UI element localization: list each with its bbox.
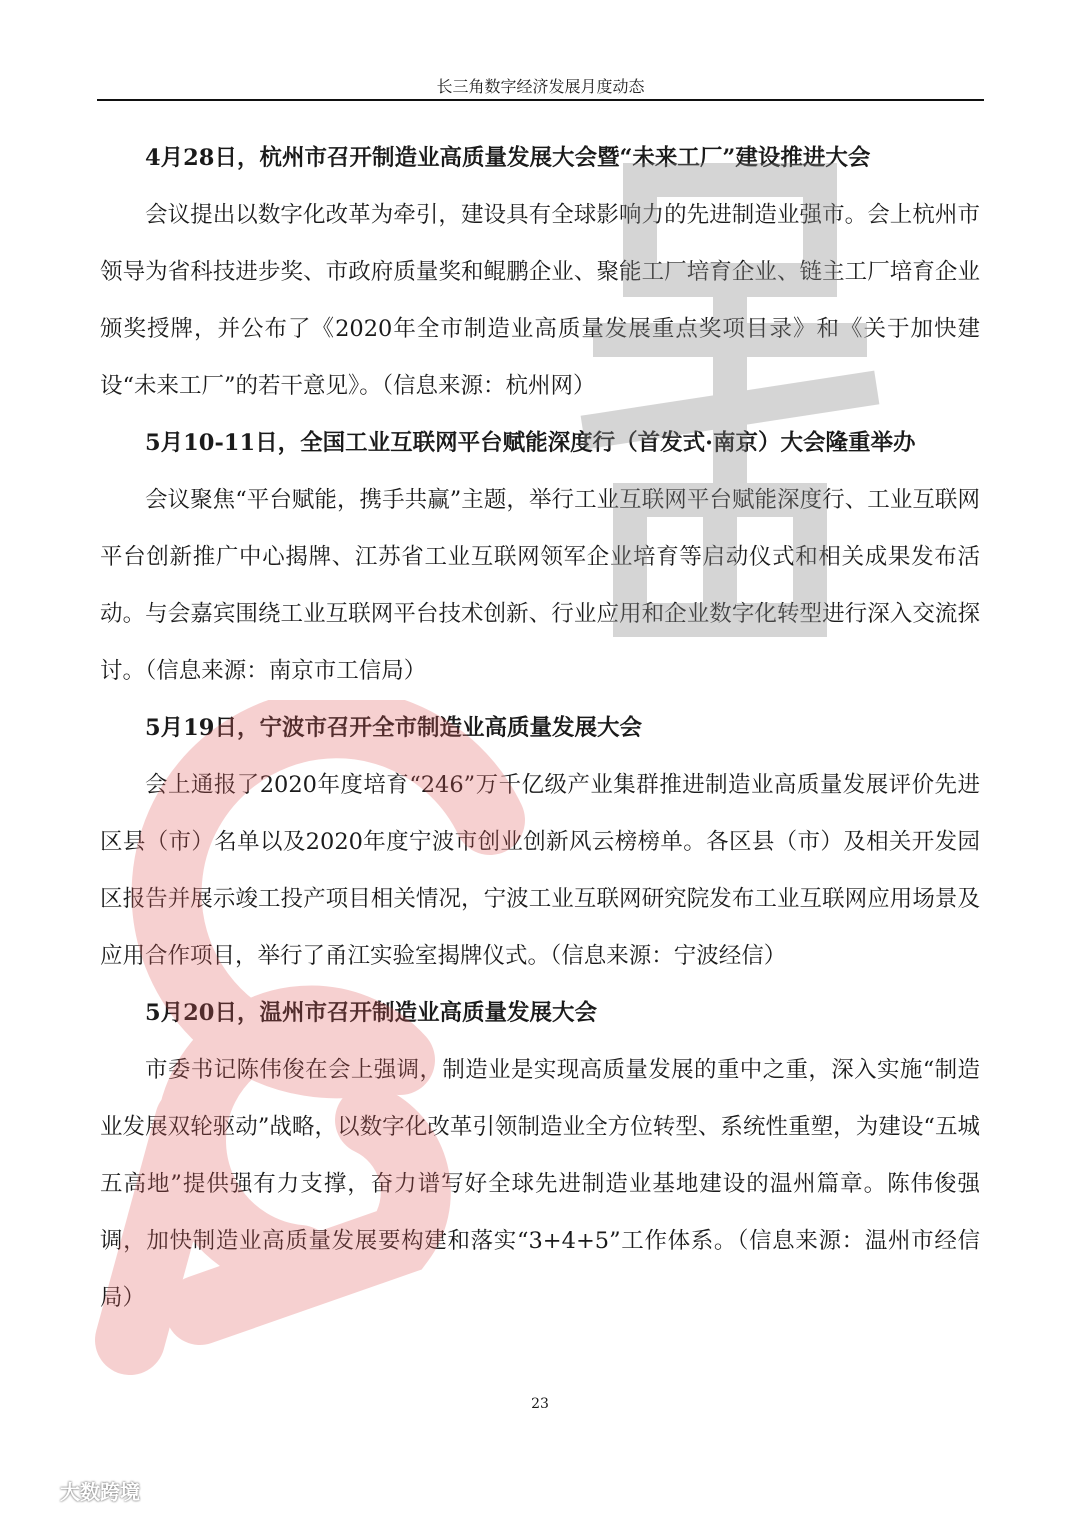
- article-body: [100, 130, 980, 1327]
- running-header: 长三角数字经济发展月度动态: [436, 77, 645, 96]
- page-number: 23: [531, 1396, 549, 1412]
- section-body: 市委书记陈伟俊在会上强调，制造业是实现高质量发展的重中之重，深入实施“制造业发展双轮驱动”战略，以数字化改革引领制造业全方位转型、系统性重塑，为建设“五城五高地”提供强有力支撑，奋力谱写好全球先进制造业基地建设的温州篇章。陈伟俊强调，加快制造业高质量发展要构建和落实“3+4+5”工作体系。（信息来源：温州市经信局）: [100, 1057, 980, 1311]
- section-body: 会议提出以数字化改革为牵引，建设具有全球影响力的先进制造业强市。会上杭州市领导为省科技进步奖、市政府质量奖和鲲鹏企业、聚能工厂培育企业、链主工厂培育企业颁奖授牌，并公布了《2020年全市制造业高质量发展重点奖项目录》和《关于加快建设“未来工厂”的若干意见》。（信息来源：杭州网）: [100, 202, 980, 399]
- section-body: 会议聚焦“平台赋能，携手共赢”主题，举行工业互联网平台赋能深度行、工业互联网平台创新推广中心揭牌、江苏省工业互联网领军企业培育等启动仪式和相关成果发布活动。与会嘉宾围绕工业互联网平台技术创新、行业应用和企业数字化转型进行深入交流探讨。（信息来源：南京市工信局）: [100, 487, 980, 684]
- header-rule: [97, 99, 984, 101]
- section-heading: 5月19日，宁波市召开全市制造业高质量发展大会: [145, 715, 642, 741]
- weibo-logo-icon: [10, 1475, 54, 1505]
- section-heading: 5月10-11日，全国工业互联网平台赋能深度行（首发式·南京）大会隆重举办: [145, 430, 916, 456]
- brand-watermark: [10, 1470, 140, 1510]
- section-heading: 5月20日，温州市召开制造业高质量发展大会: [145, 1000, 597, 1026]
- section-body: 会上通报了2020年度培育“246”万千亿级产业集群推进制造业高质量发展评价先进区县（市）名单以及2020年度宁波市创业创新风云榜榜单。各区县（市）及相关开发园区报告并展示竣工投产项目相关情况，宁波工业互联网研究院发布工业互联网应用场景及应用合作项目，举行了甬江实验室揭牌仪式。（信息来源：宁波经信）: [100, 772, 980, 969]
- brand-label: 大数跨境: [60, 1479, 140, 1504]
- section-heading: 4月28日，杭州市召开制造业高质量发展大会暨“未来工厂”建设推进大会: [145, 145, 871, 171]
